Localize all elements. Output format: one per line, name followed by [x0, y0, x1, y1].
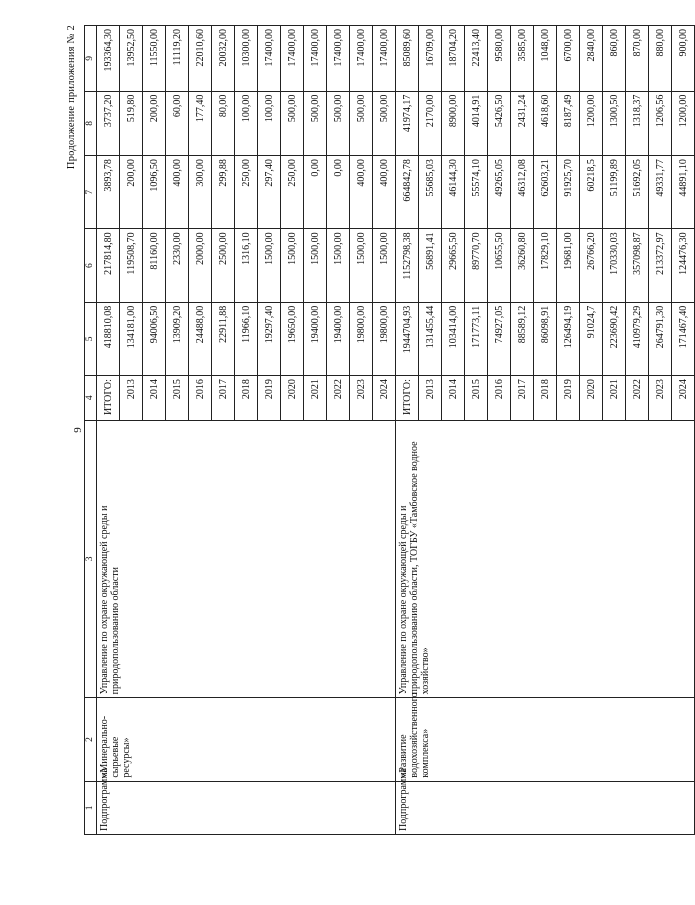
local-budget: 8187,49 — [557, 91, 580, 155]
total-amount: 223690,42 — [603, 302, 626, 375]
row-label: 2013 — [120, 376, 143, 420]
regional-budget: 46312,08 — [511, 156, 534, 229]
row-label: 2023 — [649, 376, 672, 420]
local-budget: 100,00 — [235, 91, 258, 155]
local-budget: 8900,00 — [442, 91, 465, 155]
regional-budget: 91925,70 — [557, 156, 580, 229]
other-sources: 193364,30 — [97, 26, 120, 92]
regional-budget: 250,00 — [281, 156, 304, 229]
row-label: ИТОГО: — [396, 376, 419, 420]
total-amount: 19297,40 — [258, 302, 281, 375]
column-number: 2 — [85, 698, 97, 781]
regional-budget: 46144,30 — [442, 156, 465, 229]
total-amount: 126494,19 — [557, 302, 580, 375]
regional-budget: 300,00 — [189, 156, 212, 229]
regional-budget: 400,00 — [350, 156, 373, 229]
responsible-executor: Управление по охране окружающей среды и природопользованию области — [97, 420, 396, 698]
regional-budget: 3893,78 — [97, 156, 120, 229]
local-budget: 5426,50 — [488, 91, 511, 155]
local-budget: 3737,20 — [97, 91, 120, 155]
federal-budget: 1500,00 — [258, 229, 281, 302]
regional-budget: 1096,50 — [143, 156, 166, 229]
other-sources: 22010,60 — [189, 26, 212, 92]
row-label: 2020 — [281, 376, 304, 420]
other-sources: 9580,00 — [488, 26, 511, 92]
subprogram-type: Подпрограмма — [97, 781, 396, 834]
table-row — [396, 26, 419, 835]
other-sources: 20032,00 — [212, 26, 235, 92]
total-amount: 22911,88 — [212, 302, 235, 375]
federal-budget: 2000,00 — [189, 229, 212, 302]
total-amount: 24488,00 — [189, 302, 212, 375]
row-label: 2013 — [419, 376, 442, 420]
column-number: 7 — [85, 156, 97, 229]
federal-budget: 2330,00 — [166, 229, 189, 302]
row-label: 2021 — [304, 376, 327, 420]
local-budget: 200,00 — [143, 91, 166, 155]
federal-budget: 1500,00 — [350, 229, 373, 302]
regional-budget: 250,00 — [235, 156, 258, 229]
column-number-row — [85, 26, 97, 835]
regional-budget: 49265,05 — [488, 156, 511, 229]
local-budget: 500,00 — [281, 91, 304, 155]
total-amount: 19800,00 — [373, 302, 396, 375]
column-number: 1 — [85, 781, 97, 834]
local-budget: 4618,60 — [534, 91, 557, 155]
other-sources: 16709,00 — [419, 26, 442, 92]
local-budget: 1200,00 — [580, 91, 603, 155]
total-amount: 88589,12 — [511, 302, 534, 375]
regional-budget: 299,88 — [212, 156, 235, 229]
other-sources: 13952,50 — [120, 26, 143, 92]
regional-budget: 664842,78 — [396, 156, 419, 229]
total-amount: 74927,05 — [488, 302, 511, 375]
local-budget: 80,00 — [212, 91, 235, 155]
total-amount: 131455,44 — [419, 302, 442, 375]
local-budget: 2170,00 — [419, 91, 442, 155]
regional-budget: 55574,10 — [465, 156, 488, 229]
total-amount: 410979,29 — [626, 302, 649, 375]
federal-budget: 119508,70 — [120, 229, 143, 302]
total-amount: 11966,10 — [235, 302, 258, 375]
row-label: 2014 — [143, 376, 166, 420]
regional-budget: 297,40 — [258, 156, 281, 229]
other-sources: 880,00 — [649, 26, 672, 92]
other-sources: 17400,00 — [258, 26, 281, 92]
column-number: 5 — [85, 302, 97, 375]
row-label: 2024 — [672, 376, 695, 420]
row-label: 2016 — [189, 376, 212, 420]
subprogram-name: «Минерально-сырьевые ресурсы» — [97, 698, 396, 781]
local-budget: 1206,56 — [649, 91, 672, 155]
total-amount: 86098,91 — [534, 302, 557, 375]
total-amount: 134181,00 — [120, 302, 143, 375]
regional-budget: 51199,89 — [603, 156, 626, 229]
local-budget: 500,00 — [350, 91, 373, 155]
federal-budget: 29665,50 — [442, 229, 465, 302]
local-budget: 500,00 — [304, 91, 327, 155]
row-label: 2020 — [580, 376, 603, 420]
local-budget: 2431,24 — [511, 91, 534, 155]
other-sources: 11119,20 — [166, 26, 189, 92]
total-amount: 19800,00 — [350, 302, 373, 375]
federal-budget: 1152798,38 — [396, 229, 419, 302]
total-amount: 1944704,93 — [396, 302, 419, 375]
total-amount: 171467,40 — [672, 302, 695, 375]
other-sources: 17400,00 — [327, 26, 350, 92]
federal-budget: 357098,87 — [626, 229, 649, 302]
local-budget: 60,00 — [166, 91, 189, 155]
table-body — [85, 26, 695, 835]
row-label: ИТОГО: — [97, 376, 120, 420]
appendix-caption: Продолжение приложения № 2 — [66, 25, 77, 170]
row-label: 2022 — [626, 376, 649, 420]
local-budget: 500,00 — [327, 91, 350, 155]
table-row — [97, 26, 120, 835]
column-number: 9 — [85, 26, 97, 92]
federal-budget: 36260,80 — [511, 229, 534, 302]
rotated-page — [66, 25, 689, 835]
budget-table — [84, 25, 695, 835]
federal-budget: 10655,50 — [488, 229, 511, 302]
total-amount: 94006,50 — [143, 302, 166, 375]
row-label: 2015 — [166, 376, 189, 420]
total-amount: 264791,30 — [649, 302, 672, 375]
row-label: 2015 — [465, 376, 488, 420]
federal-budget: 17829,10 — [534, 229, 557, 302]
other-sources: 6700,00 — [557, 26, 580, 92]
regional-budget: 44891,10 — [672, 156, 695, 229]
column-number: 6 — [85, 229, 97, 302]
other-sources: 17400,00 — [373, 26, 396, 92]
total-amount: 13909,20 — [166, 302, 189, 375]
federal-budget: 81160,00 — [143, 229, 166, 302]
subprogram-type: Подпрограмма — [396, 781, 695, 834]
total-amount: 103414,00 — [442, 302, 465, 375]
row-label: 2021 — [603, 376, 626, 420]
regional-budget: 400,00 — [166, 156, 189, 229]
other-sources: 18704,20 — [442, 26, 465, 92]
row-label: 2022 — [327, 376, 350, 420]
row-label: 2019 — [557, 376, 580, 420]
federal-budget: 1500,00 — [304, 229, 327, 302]
column-number: 3 — [85, 420, 97, 698]
total-amount: 91024,7 — [580, 302, 603, 375]
local-budget: 500,00 — [373, 91, 396, 155]
other-sources: 17400,00 — [304, 26, 327, 92]
other-sources: 860,00 — [603, 26, 626, 92]
regional-budget: 0,00 — [327, 156, 350, 229]
regional-budget: 400,00 — [373, 156, 396, 229]
federal-budget: 89770,70 — [465, 229, 488, 302]
column-number: 4 — [85, 376, 97, 420]
regional-budget: 62603,21 — [534, 156, 557, 229]
row-label: 2017 — [511, 376, 534, 420]
local-budget: 1318,37 — [626, 91, 649, 155]
other-sources: 85089,60 — [396, 26, 419, 92]
row-label: 2017 — [212, 376, 235, 420]
other-sources: 2840,00 — [580, 26, 603, 92]
row-label: 2018 — [235, 376, 258, 420]
federal-budget: 1316,10 — [235, 229, 258, 302]
row-label: 2023 — [350, 376, 373, 420]
federal-budget: 1500,00 — [373, 229, 396, 302]
local-budget: 1200,00 — [672, 91, 695, 155]
federal-budget: 1500,00 — [327, 229, 350, 302]
local-budget: 100,00 — [258, 91, 281, 155]
row-label: 2024 — [373, 376, 396, 420]
total-amount: 19400,00 — [304, 302, 327, 375]
page-number: 9 — [72, 427, 84, 433]
local-budget: 4014,91 — [465, 91, 488, 155]
federal-budget: 217814,80 — [97, 229, 120, 302]
local-budget: 519,80 — [120, 91, 143, 155]
other-sources: 1048,00 — [534, 26, 557, 92]
subprogram-name: «Развитие водохозяйственного комплекса» — [396, 698, 695, 781]
federal-budget: 170330,03 — [603, 229, 626, 302]
regional-budget: 49331,77 — [649, 156, 672, 229]
federal-budget: 19681,00 — [557, 229, 580, 302]
other-sources: 3585,00 — [511, 26, 534, 92]
regional-budget: 55685,03 — [419, 156, 442, 229]
row-label: 2019 — [258, 376, 281, 420]
total-amount: 19650,00 — [281, 302, 304, 375]
federal-budget: 56891,41 — [419, 229, 442, 302]
row-label: 2018 — [534, 376, 557, 420]
local-budget: 177,40 — [189, 91, 212, 155]
other-sources: 17400,00 — [350, 26, 373, 92]
regional-budget: 60218,5 — [580, 156, 603, 229]
local-budget: 41974,17 — [396, 91, 419, 155]
other-sources: 10300,00 — [235, 26, 258, 92]
other-sources: 900,00 — [672, 26, 695, 92]
other-sources: 11550,00 — [143, 26, 166, 92]
other-sources: 22413,40 — [465, 26, 488, 92]
row-label: 2014 — [442, 376, 465, 420]
total-amount: 171773,11 — [465, 302, 488, 375]
federal-budget: 124476,30 — [672, 229, 695, 302]
regional-budget: 200,00 — [120, 156, 143, 229]
local-budget: 1300,50 — [603, 91, 626, 155]
federal-budget: 26766,20 — [580, 229, 603, 302]
other-sources: 870,00 — [626, 26, 649, 92]
column-number: 8 — [85, 91, 97, 155]
federal-budget: 2500,00 — [212, 229, 235, 302]
federal-budget: 213372,97 — [649, 229, 672, 302]
responsible-executor: Управление по охране окружающей среды и природопользованию области, ТОГБУ «Тамбовское водное хозяйство» — [396, 420, 695, 698]
total-amount: 418810,08 — [97, 302, 120, 375]
regional-budget: 0,00 — [304, 156, 327, 229]
other-sources: 17400,00 — [281, 26, 304, 92]
federal-budget: 1500,00 — [281, 229, 304, 302]
total-amount: 19400,00 — [327, 302, 350, 375]
row-label: 2016 — [488, 376, 511, 420]
regional-budget: 51692,05 — [626, 156, 649, 229]
